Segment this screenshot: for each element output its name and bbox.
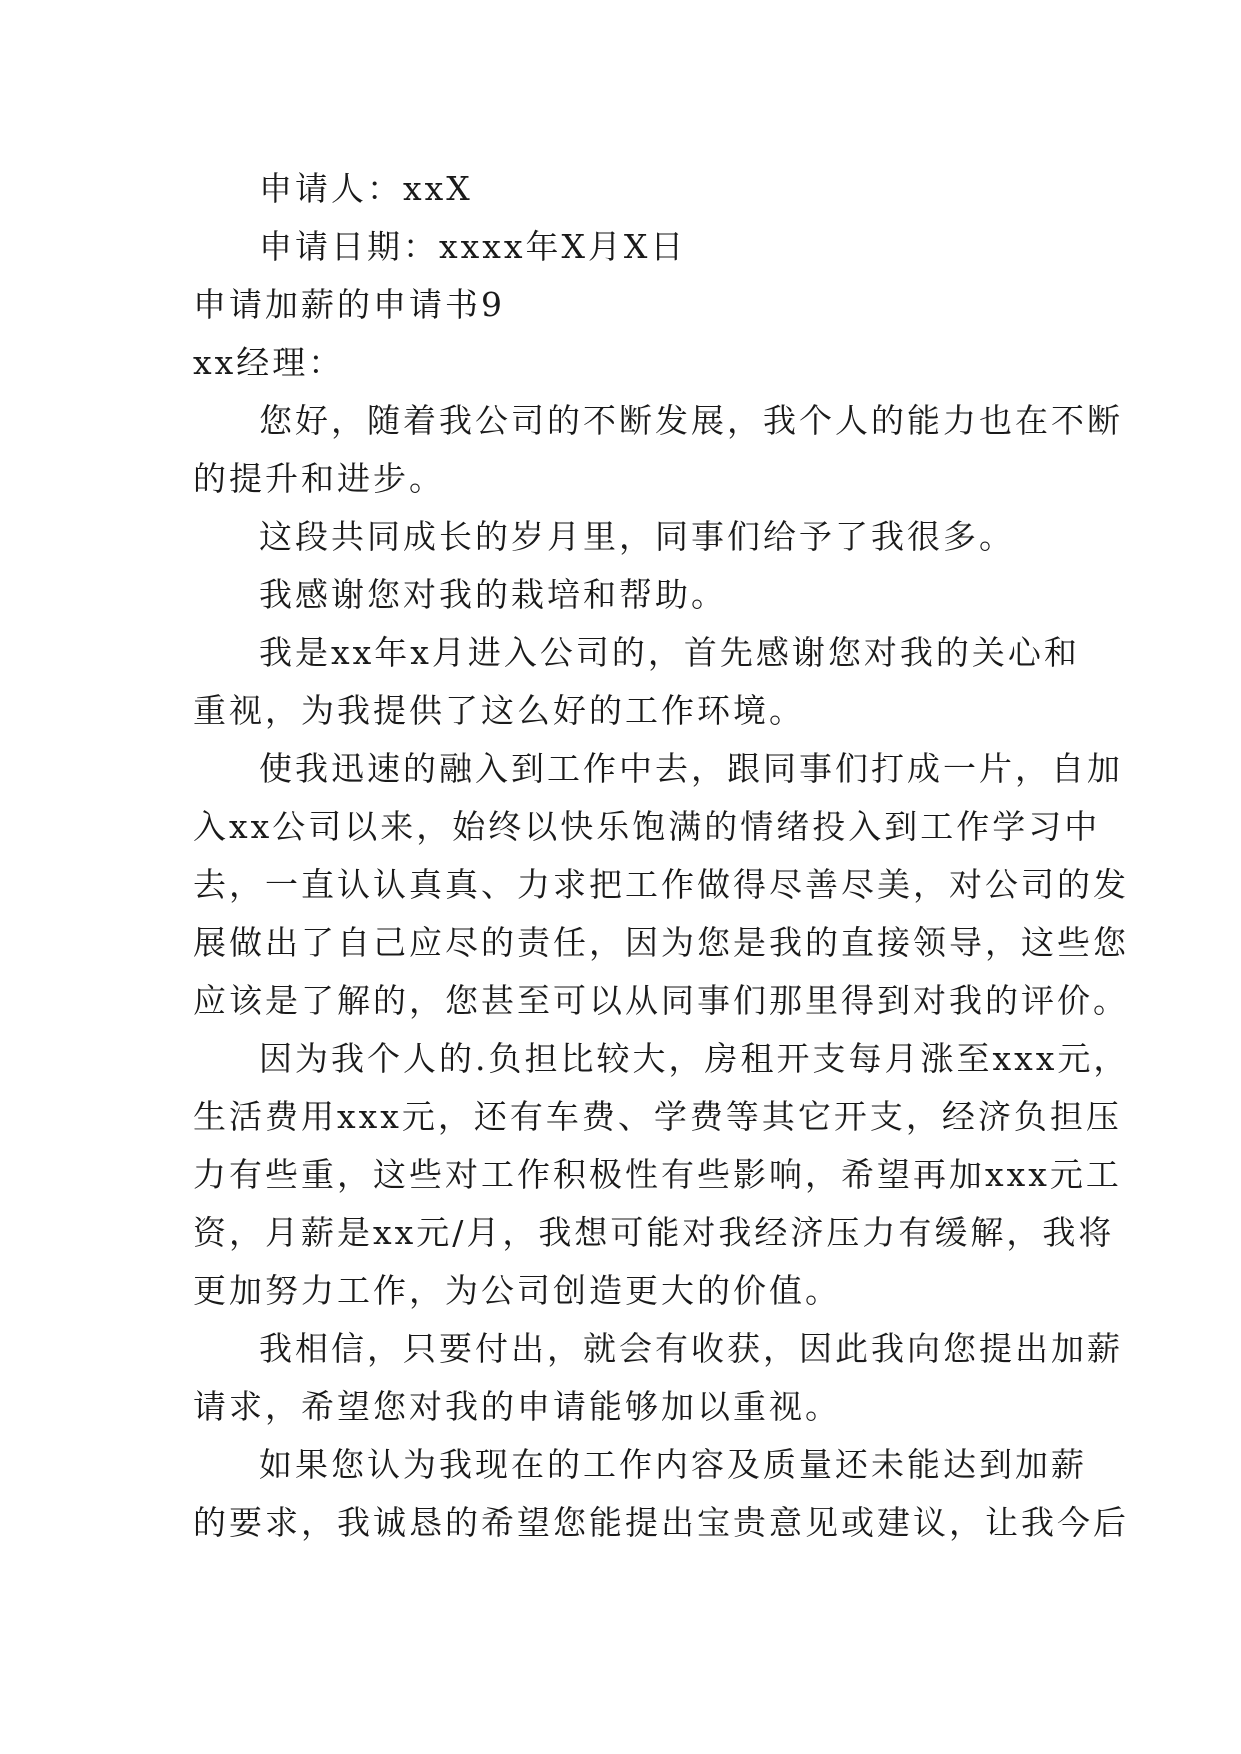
paragraph-line: 的要求，我诚恳的希望您能提出宝贵意见或建议，让我今后	[193, 1503, 1129, 1542]
paragraph-line: 去，一直认认真真、力求把工作做得尽善尽美，对公司的发	[193, 865, 1129, 904]
paragraph-line: 使我迅速的融入到工作中去，跟同事们打成一片，自加	[259, 749, 1123, 788]
paragraph-line: 生活费用xxx元，还有车费、学费等其它开支，经济负担压	[193, 1097, 1122, 1136]
paragraph-line: 重视，为我提供了这么好的工作环境。	[193, 691, 805, 730]
paragraph-line: 您好，随着我公司的不断发展，我个人的能力也在不断	[259, 401, 1123, 440]
paragraph-line: 资，月薪是xx元/月，我想可能对我经济压力有缓解，我将	[193, 1213, 1115, 1252]
paragraph-line: 应该是了解的，您甚至可以从同事们那里得到对我的评价。	[193, 981, 1129, 1020]
paragraph-line: 入xx公司以来，始终以快乐饱满的情绪投入到工作学习中	[193, 807, 1101, 846]
paragraph-line: 我是xx年x月进入公司的，首先感谢您对我的关心和	[259, 633, 1080, 672]
paragraph-line: 请求，希望您对我的申请能够加以重视。	[193, 1387, 841, 1426]
paragraph-line: 力有些重，这些对工作积极性有些影响，希望再加xxx元工	[193, 1155, 1122, 1194]
paragraph-line: 展做出了自己应尽的责任，因为您是我的直接领导，这些您	[193, 923, 1129, 962]
document-body	[193, 160, 1130, 1552]
paragraph-line: 我感谢您对我的栽培和帮助。	[259, 575, 727, 614]
section-title: 申请加薪的申请书9	[193, 285, 505, 324]
paragraph-line: 的提升和进步。	[193, 459, 445, 498]
paragraph-line: 更加努力工作，为公司创造更大的价值。	[193, 1271, 841, 1310]
paragraph-line: 我相信，只要付出，就会有收获，因此我向您提出加薪	[259, 1329, 1123, 1368]
paragraph-line: 这段共同成长的岁月里，同事们给予了我很多。	[259, 517, 1015, 556]
salutation: xx经理：	[193, 343, 345, 382]
applicant-line: 申请人：xxX	[259, 169, 473, 208]
paragraph-line: 因为我个人的.负担比较大，房租开支每月涨至xxx元，	[259, 1039, 1130, 1078]
date-line: 申请日期：xxxx年X月X日	[259, 227, 687, 266]
paragraph-line: 如果您认为我现在的工作内容及质量还未能达到加薪	[259, 1445, 1087, 1484]
